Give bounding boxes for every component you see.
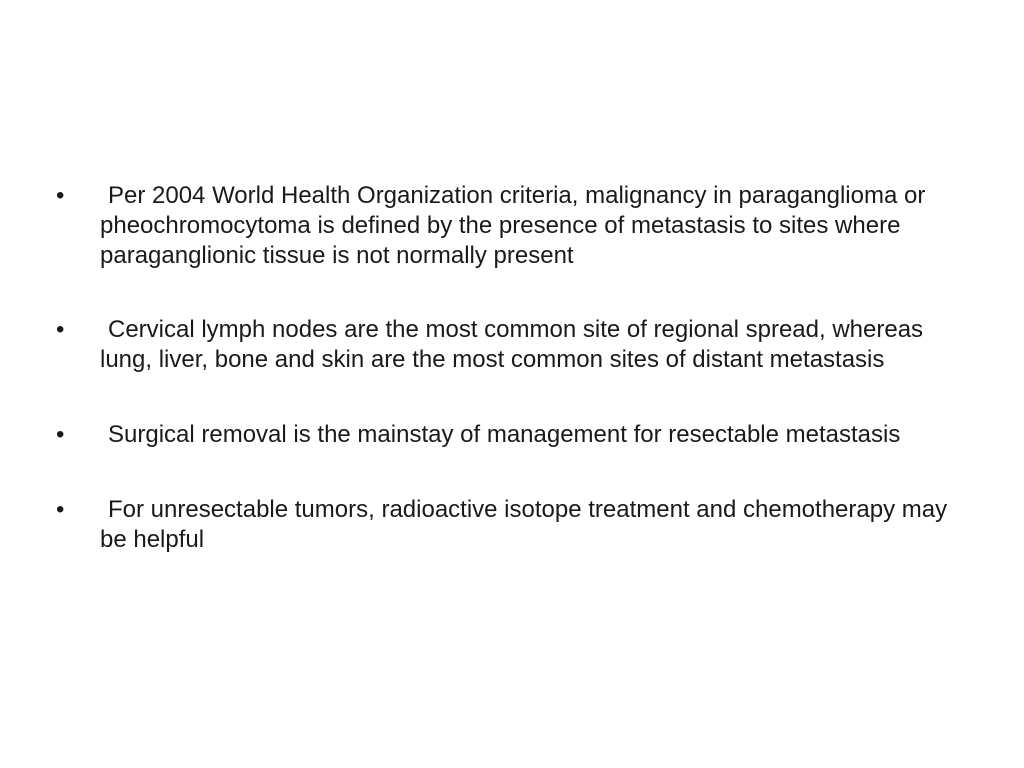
bullet-text: Surgical removal is the mainstay of management for resectable metastasis: [108, 421, 901, 448]
bullet-item: [56, 420, 976, 450]
bullet-text: Per 2004 World Health Organization criteria, malignancy in paraganglioma or pheochromocytoma is defined by the presence of metastasis to sites where paraganglionic tissue is not normally present: [100, 182, 926, 269]
bullet-item: [56, 315, 976, 375]
bullet-list: [56, 181, 976, 599]
bullet-item: [56, 495, 976, 555]
bullet-text: For unresectable tumors, radioactive isotope treatment and chemotherapy may be helpful: [100, 496, 948, 553]
bullet-item: [56, 181, 976, 271]
bullet-dot-icon: •: [56, 316, 65, 343]
bullet-text: Cervical lymph nodes are the most common site of regional spread, whereas lung, liver, bone and skin are the most common sites of distant metastasis: [100, 316, 924, 373]
bullet-dot-icon: •: [56, 182, 65, 209]
bullet-dot-icon: •: [56, 421, 65, 448]
bullet-dot-icon: •: [56, 496, 65, 523]
